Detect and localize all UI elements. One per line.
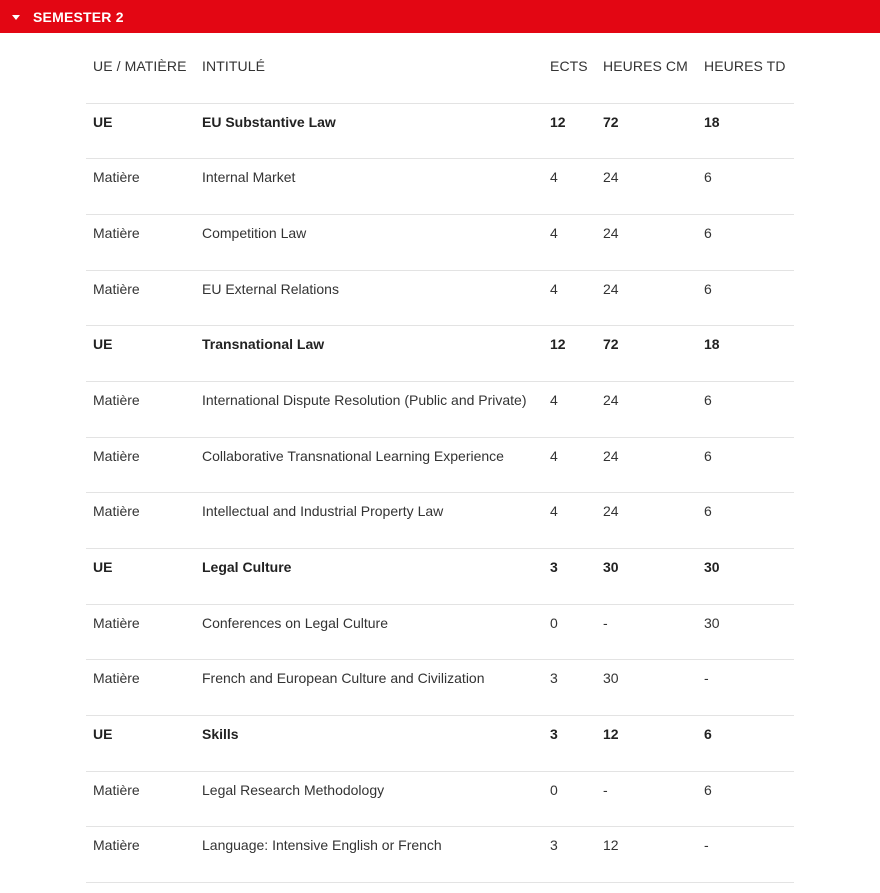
cell-ects: 4 <box>543 214 596 270</box>
cell-ects: 4 <box>543 493 596 549</box>
cell-cm-hours: 24 <box>596 493 697 549</box>
cell-type: Matière <box>86 437 195 493</box>
cell-td-hours: 6 <box>697 716 794 772</box>
cell-type: Matière <box>86 159 195 215</box>
cell-cm-hours: 24 <box>596 270 697 326</box>
cell-cm-hours: 30 <box>596 660 697 716</box>
cell-title: International Dispute Resolution (Public and Private) <box>195 381 543 437</box>
cell-td-hours: - <box>697 827 794 883</box>
cell-td-hours: - <box>697 660 794 716</box>
course-table <box>86 33 794 883</box>
cell-title: French and European Culture and Civilization <box>195 660 543 716</box>
cell-cm-hours: 12 <box>596 827 697 883</box>
cell-title: Skills <box>195 716 543 772</box>
cell-td-hours: 18 <box>697 103 794 159</box>
cell-type: UE <box>86 716 195 772</box>
cell-title: Conferences on Legal Culture <box>195 604 543 660</box>
cell-ects: 4 <box>543 381 596 437</box>
cell-type: Matière <box>86 604 195 660</box>
cell-td-hours: 6 <box>697 159 794 215</box>
cell-type: Matière <box>86 771 195 827</box>
table-row-matiere <box>86 214 794 270</box>
cell-ects: 3 <box>543 827 596 883</box>
table-row-ue <box>86 326 794 382</box>
cell-cm-hours: - <box>596 771 697 827</box>
column-header-cm-hours: HEURES CM <box>596 33 697 103</box>
cell-title: Legal Research Methodology <box>195 771 543 827</box>
table-row-matiere <box>86 381 794 437</box>
section-title: SEMESTER 2 <box>33 8 124 25</box>
caret-down-icon <box>12 15 20 20</box>
cell-title: Collaborative Transnational Learning Experience <box>195 437 543 493</box>
table-row-matiere <box>86 827 794 883</box>
table-row-matiere <box>86 159 794 215</box>
cell-td-hours: 30 <box>697 549 794 605</box>
table-row-matiere <box>86 604 794 660</box>
cell-type: Matière <box>86 270 195 326</box>
table-row-ue <box>86 549 794 605</box>
cell-cm-hours: 24 <box>596 159 697 215</box>
table-row-matiere <box>86 437 794 493</box>
table-row-matiere <box>86 493 794 549</box>
cell-cm-hours: 72 <box>596 326 697 382</box>
cell-type: Matière <box>86 493 195 549</box>
cell-ects: 4 <box>543 437 596 493</box>
column-header-ects: ECTS <box>543 33 596 103</box>
cell-td-hours: 6 <box>697 214 794 270</box>
cell-ects: 0 <box>543 771 596 827</box>
cell-title: EU Substantive Law <box>195 103 543 159</box>
table-row-ue <box>86 103 794 159</box>
cell-ects: 12 <box>543 103 596 159</box>
cell-cm-hours: - <box>596 604 697 660</box>
cell-td-hours: 30 <box>697 604 794 660</box>
cell-title: Internal Market <box>195 159 543 215</box>
cell-cm-hours: 24 <box>596 214 697 270</box>
cell-type: UE <box>86 326 195 382</box>
column-header-td-hours: HEURES TD <box>697 33 794 103</box>
cell-cm-hours: 72 <box>596 103 697 159</box>
cell-title: Intellectual and Industrial Property Law <box>195 493 543 549</box>
cell-title: Competition Law <box>195 214 543 270</box>
cell-type: Matière <box>86 827 195 883</box>
course-table-container <box>86 33 794 883</box>
cell-td-hours: 6 <box>697 771 794 827</box>
cell-type: Matière <box>86 214 195 270</box>
table-row-matiere <box>86 270 794 326</box>
cell-ects: 3 <box>543 716 596 772</box>
column-header-type: UE / MATIÈRE <box>86 33 195 103</box>
cell-type: Matière <box>86 660 195 716</box>
table-row-matiere <box>86 771 794 827</box>
cell-ects: 0 <box>543 604 596 660</box>
cell-ects: 4 <box>543 159 596 215</box>
table-header-row <box>86 33 794 103</box>
cell-title: Transnational Law <box>195 326 543 382</box>
cell-cm-hours: 24 <box>596 381 697 437</box>
cell-td-hours: 6 <box>697 270 794 326</box>
cell-type: UE <box>86 103 195 159</box>
cell-ects: 3 <box>543 549 596 605</box>
cell-title: Language: Intensive English or French <box>195 827 543 883</box>
cell-title: Legal Culture <box>195 549 543 605</box>
cell-td-hours: 6 <box>697 381 794 437</box>
cell-td-hours: 6 <box>697 437 794 493</box>
cell-ects: 12 <box>543 326 596 382</box>
cell-ects: 4 <box>543 270 596 326</box>
cell-type: Matière <box>86 381 195 437</box>
cell-cm-hours: 12 <box>596 716 697 772</box>
table-row-matiere <box>86 660 794 716</box>
cell-td-hours: 6 <box>697 493 794 549</box>
table-row-ue <box>86 716 794 772</box>
column-header-title: INTITULÉ <box>195 33 543 103</box>
cell-type: UE <box>86 549 195 605</box>
cell-ects: 3 <box>543 660 596 716</box>
cell-title: EU External Relations <box>195 270 543 326</box>
semester-accordion-header[interactable] <box>0 0 880 33</box>
cell-cm-hours: 30 <box>596 549 697 605</box>
cell-cm-hours: 24 <box>596 437 697 493</box>
cell-td-hours: 18 <box>697 326 794 382</box>
